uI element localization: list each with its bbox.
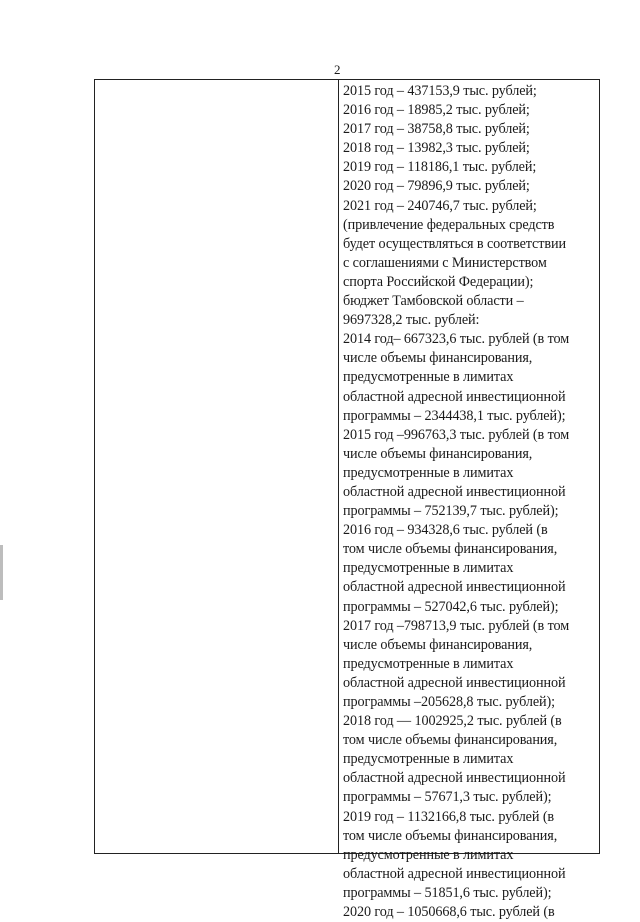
page-number: 2 <box>334 62 341 77</box>
funding-text-line: 2019 год – 1132166,8 тыс. рублей (в <box>343 808 555 825</box>
funding-text-line: предусмотренные в лимитах <box>343 369 514 386</box>
column-divider <box>338 80 339 853</box>
funding-text-line: 2017 год – 38758,8 тыс. рублей; <box>343 121 530 138</box>
funding-text-line: 2019 год – 118186,1 тыс. рублей; <box>343 159 537 176</box>
funding-text-line: числе объемы финансирования, <box>343 445 533 462</box>
funding-text-line: числе объемы финансирования, <box>343 350 533 367</box>
funding-text-line: программы – 57671,3 тыс. рублей); <box>343 789 552 806</box>
funding-text-line: (привлечение федеральных средств <box>343 216 555 233</box>
funding-text-line: предусмотренные в лимитах <box>343 655 514 672</box>
funding-text-line: областной адресной инвестиционной <box>343 865 566 882</box>
funding-text-line: программы – 2344438,1 тыс. рублей); <box>343 407 566 424</box>
funding-text-line: программы – 51851,6 тыс. рублей); <box>343 884 552 901</box>
funding-text-line: числе объемы финансирования, <box>343 636 533 653</box>
funding-text-line: предусмотренные в лимитах <box>343 560 514 577</box>
funding-text-line: областной адресной инвестиционной <box>343 674 566 691</box>
funding-text-line: будет осуществляться в соответствии <box>343 235 566 252</box>
funding-text-line: программы – 752139,7 тыс. рублей); <box>343 503 559 520</box>
funding-text-line: областной адресной инвестиционной <box>343 579 566 596</box>
funding-text-line: том числе объемы финансирования, <box>343 732 558 749</box>
scan-edge-mark <box>0 545 3 600</box>
funding-text-line: спорта Российской Федерации); <box>343 273 534 290</box>
funding-text-line: том числе объемы финансирования, <box>343 541 558 558</box>
funding-text-line: 9697328,2 тыс. рублей: <box>343 312 480 329</box>
funding-text-line: 2016 год – 934328,6 тыс. рублей (в <box>343 522 548 539</box>
funding-text-line: 2020 год – 79896,9 тыс. рублей; <box>343 178 530 195</box>
funding-text-line: 2021 год – 240746,7 тыс. рублей; <box>343 197 537 214</box>
funding-text-line: 2015 год –996763,3 тыс. рублей (в том <box>343 426 570 443</box>
funding-text-line: 2017 год –798713,9 тыс. рублей (в том <box>343 617 570 634</box>
funding-text-line: предусмотренные в лимитах <box>343 751 514 768</box>
funding-text-line: 2014 год– 667323,6 тыс. рублей (в том <box>343 331 570 348</box>
funding-text-line: том числе объемы финансирования, <box>343 827 558 844</box>
budget-table <box>94 79 600 921</box>
funding-details-cell <box>343 82 597 922</box>
funding-text-line: предусмотренные в лимитах <box>343 464 514 481</box>
funding-text-line: 2016 год – 18985,2 тыс. рублей; <box>343 102 530 119</box>
funding-text-line: предусмотренные в лимитах <box>343 846 514 863</box>
funding-text-line: областной адресной инвестиционной <box>343 770 566 787</box>
funding-text-line: 2015 год – 437153,9 тыс. рублей; <box>343 83 537 99</box>
funding-text-line: бюджет Тамбовской области – <box>343 293 524 310</box>
funding-text-line: 2020 год – 1050668,6 тыс. рублей (в <box>343 904 555 921</box>
funding-text-line: программы –205628,8 тыс. рублей); <box>343 694 556 710</box>
funding-text-line: областной адресной инвестиционной <box>343 388 566 405</box>
funding-text-line: программы – 527042,6 тыс. рублей); <box>343 598 559 615</box>
funding-text-line: с соглашениями с Министерством <box>343 254 547 271</box>
funding-text-line: 2018 год — 1002925,2 тыс. рублей (в <box>343 713 562 730</box>
funding-text-line: областной адресной инвестиционной <box>343 483 566 500</box>
funding-text-line: 2018 год – 13982,3 тыс. рублей; <box>343 140 530 157</box>
